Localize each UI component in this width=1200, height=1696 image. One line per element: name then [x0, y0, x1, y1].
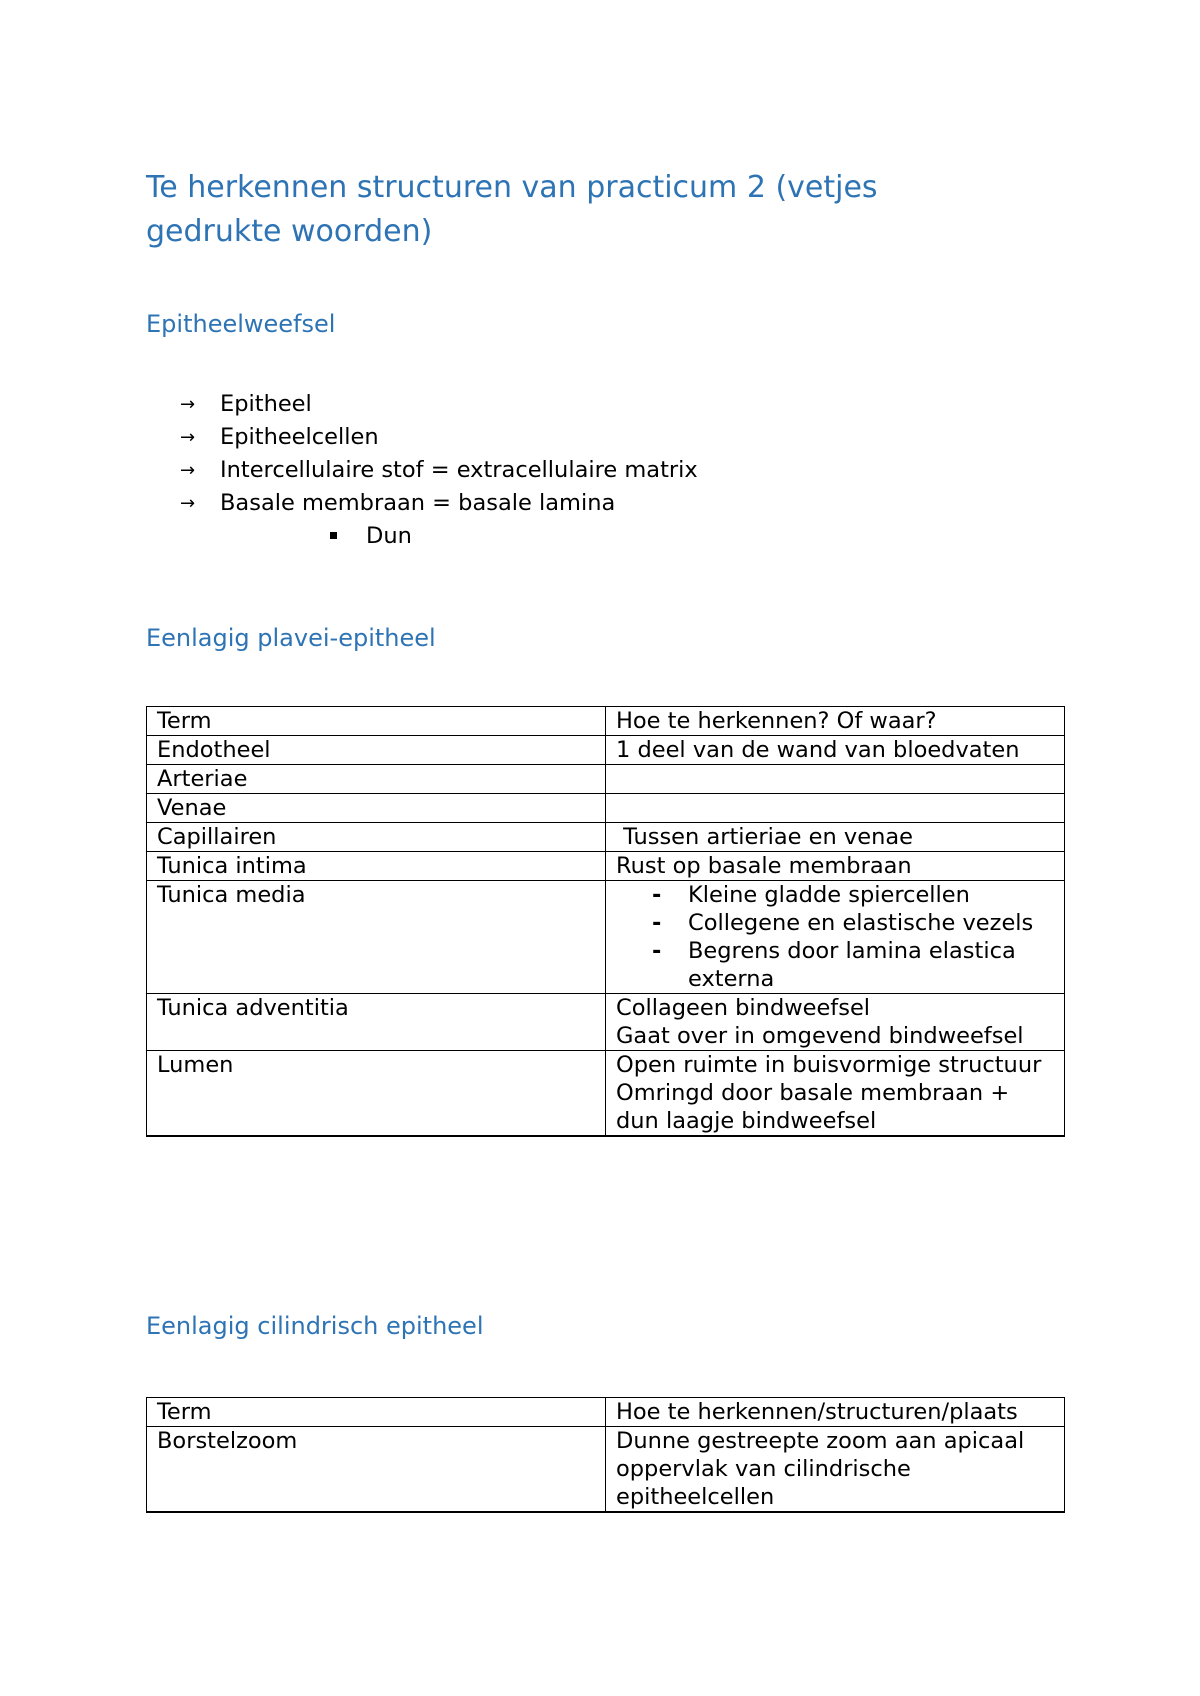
plavei-epitheel-table	[146, 706, 1065, 1137]
arrow-right-icon: →	[180, 394, 196, 415]
tunica-media-list	[616, 881, 1054, 993]
cilindrisch-epitheel-table	[146, 1397, 1065, 1513]
section-heading-epitheelweefsel: Epitheelweefsel	[146, 310, 336, 338]
table-row	[147, 1051, 1065, 1137]
term-cell: Borstelzoom	[147, 1427, 606, 1513]
arrow-right-icon: →	[180, 460, 196, 481]
description-cell	[606, 765, 1065, 794]
table-row	[147, 994, 1065, 1051]
term-cell: Arteriae	[147, 765, 606, 794]
table-row	[147, 736, 1065, 765]
term-cell: Tunica media	[147, 881, 606, 994]
term-cell: Lumen	[147, 1051, 606, 1137]
list-item: → Intercellulaire stof = extracellulaire matrix	[180, 454, 698, 487]
list-item: → Epitheel	[180, 388, 698, 421]
description-cell: Tussen artieriae en venae	[606, 823, 1065, 852]
section-heading-eenlagig-plavei-epitheel: Eenlagig plavei-epitheel	[146, 624, 436, 652]
list-item: → Basale membraan = basale lamina	[180, 487, 698, 520]
table-row	[147, 1427, 1065, 1513]
section-heading-eenlagig-cilindrisch-epitheel: Eenlagig cilindrisch epitheel	[146, 1312, 484, 1340]
table-row	[147, 852, 1065, 881]
table-row	[147, 794, 1065, 823]
table-header-cell: Term	[147, 1398, 606, 1427]
basale-membraan-sublist	[330, 520, 412, 553]
description-cell: Open ruimte in buisvormige structuur Omringd door basale membraan + dun laagje bindweefsel	[606, 1051, 1065, 1137]
table-header-cell: Term	[147, 707, 606, 736]
list-item: Dun	[330, 520, 412, 553]
term-cell: Tunica adventitia	[147, 994, 606, 1051]
description-cell	[606, 881, 1065, 994]
table-row	[147, 765, 1065, 794]
description-cell: Rust op basale membraan	[606, 852, 1065, 881]
term-cell: Endotheel	[147, 736, 606, 765]
description-cell: Collageen bindweefsel Gaat over in omgevend bindweefsel	[606, 994, 1065, 1051]
dash-bullet-icon: -	[652, 910, 662, 936]
page-title: Te herkennen structuren van practicum 2 (vetjes gedrukte woorden)	[146, 170, 878, 249]
list-item: - Begrens door lamina elastica externa	[652, 938, 1016, 992]
table-header-cell: Hoe te herkennen/structuren/plaats	[606, 1398, 1065, 1427]
table-header-cell: Hoe te herkennen? Of waar?	[606, 707, 1065, 736]
arrow-right-icon: →	[180, 427, 196, 448]
term-cell: Capillairen	[147, 823, 606, 852]
term-cell: Venae	[147, 794, 606, 823]
description-cell: 1 deel van de wand van bloedvaten	[606, 736, 1065, 765]
table-header-row	[147, 1398, 1065, 1427]
dash-bullet-icon: -	[652, 938, 662, 964]
list-item: → Epitheelcellen	[180, 421, 698, 454]
square-bullet-icon	[330, 532, 337, 539]
epitheelweefsel-list	[180, 388, 698, 520]
term-cell: Tunica intima	[147, 852, 606, 881]
table-header-row	[147, 707, 1065, 736]
dash-bullet-icon: -	[652, 882, 662, 908]
arrow-right-icon: →	[180, 493, 196, 514]
list-item: - Kleine gladde spiercellen	[652, 882, 970, 908]
description-cell: Dunne gestreepte zoom aan apicaal oppervlak van cilindrische epitheelcellen	[606, 1427, 1065, 1513]
table-row	[147, 823, 1065, 852]
list-item: - Collegene en elastische vezels	[652, 910, 1034, 936]
table-row	[147, 881, 1065, 994]
description-cell	[606, 794, 1065, 823]
